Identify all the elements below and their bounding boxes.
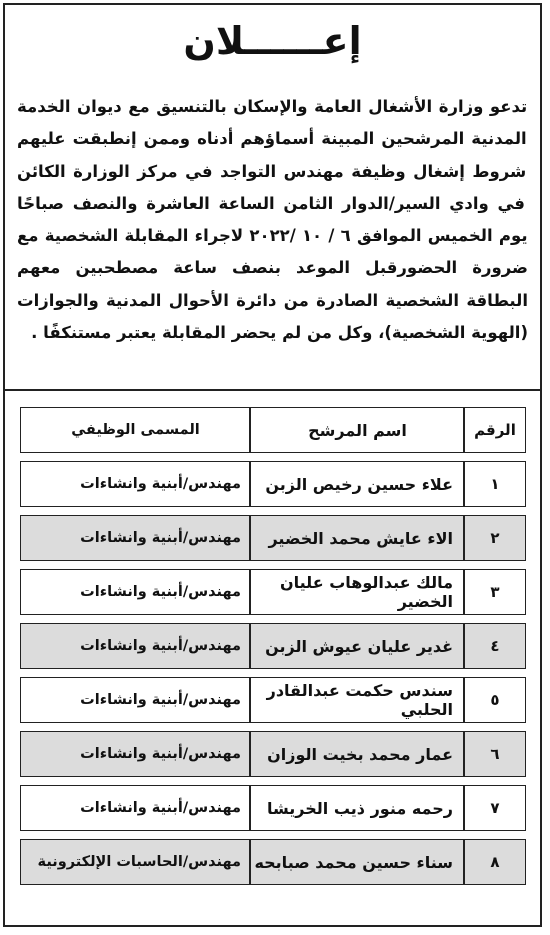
- row-number: ٨: [464, 839, 526, 885]
- candidates-table: [20, 399, 526, 893]
- body-line: تدعو وزارة الأشغال العامة والإسكان بالتنسيق مع ديوان الخدمة: [17, 97, 528, 116]
- body-line: في وادي السير/الدوار الثامن الساعة العاشرة والنصف صباحًا: [17, 193, 525, 213]
- row-name: عمار محمد بخيت الوزان: [250, 731, 464, 777]
- body-line: المدنية المرشحين المبينة أسماؤهم أدناه وممن إنطبقت عليهم: [17, 129, 527, 149]
- body-line: يوم الخميس الموافق ٦ / ١٠ /٢٠٢٢ لاجراء المقابلة الشخصية مع: [17, 226, 528, 246]
- body-line: شروط إشغال وظيفة مهندس التواجد في مركز الوزارة الكائن: [17, 161, 527, 181]
- row-job: مهندس/أبنية وانشاءات: [20, 785, 250, 831]
- body-line: الشخصية)، وكل من لم يحضر المقابلة يعتبر مستنكفًا .: [31, 323, 466, 343]
- row-name: غدير عليان عيوش الزبن: [250, 623, 464, 669]
- table-row: [20, 731, 526, 777]
- row-job: مهندس/أبنية وانشاءات: [20, 623, 250, 669]
- section-divider: [5, 389, 540, 391]
- row-number: ٣: [464, 569, 526, 615]
- table-row: [20, 515, 526, 561]
- row-name: سندس حكمت عبدالقادر الحلبي: [250, 677, 464, 723]
- row-job: مهندس/أبنية وانشاءات: [20, 677, 250, 723]
- row-number: ٤: [464, 623, 526, 669]
- row-name: مالك عبدالوهاب عليان الخضير: [250, 569, 464, 615]
- row-name: علاء حسين رخيص الزبن: [250, 461, 464, 507]
- table-header-row: [20, 407, 526, 453]
- header-job: المسمى الوظيفي: [20, 407, 250, 453]
- table-row: [20, 569, 526, 615]
- announcement-title: إعــــــلان: [183, 19, 362, 63]
- row-name: رحمه منور ذيب الخريشا: [250, 785, 464, 831]
- table-row: [20, 785, 526, 831]
- row-number: ٦: [464, 731, 526, 777]
- table-row: [20, 461, 526, 507]
- table-row: [20, 623, 526, 669]
- row-job: مهندس/أبنية وانشاءات: [20, 569, 250, 615]
- body-line: ضرورة الحضورقبل الموعد بنصف ساعة مصطحبين معهم البطاقة: [17, 258, 528, 310]
- row-number: ٧: [464, 785, 526, 831]
- table-row: [20, 839, 526, 885]
- row-number: ١: [464, 461, 526, 507]
- row-job: مهندس/أبنية وانشاءات: [20, 731, 250, 777]
- announcement-page: [3, 3, 542, 927]
- row-number: ٢: [464, 515, 526, 561]
- header-name: اسم المرشح: [250, 407, 464, 453]
- row-job: مهندس/أبنية وانشاءات: [20, 461, 250, 507]
- row-number: ٥: [464, 677, 526, 723]
- candidates-table-wrap: [20, 399, 526, 893]
- header-number: الرقم: [464, 407, 526, 453]
- row-job: مهندس/الحاسبات الإلكترونية: [20, 839, 250, 885]
- row-name: سناء حسين محمد صبابحه: [250, 839, 464, 885]
- table-row: [20, 677, 526, 723]
- row-job: مهندس/أبنية وانشاءات: [20, 515, 250, 561]
- body-line: الشخصية الصادرة من دائرة الأحوال المدنية والجوازات (الهوية: [17, 290, 528, 343]
- title-area: [5, 5, 540, 79]
- row-name: الاء عايش محمد الخضير: [250, 515, 464, 561]
- announcement-body: [17, 91, 528, 349]
